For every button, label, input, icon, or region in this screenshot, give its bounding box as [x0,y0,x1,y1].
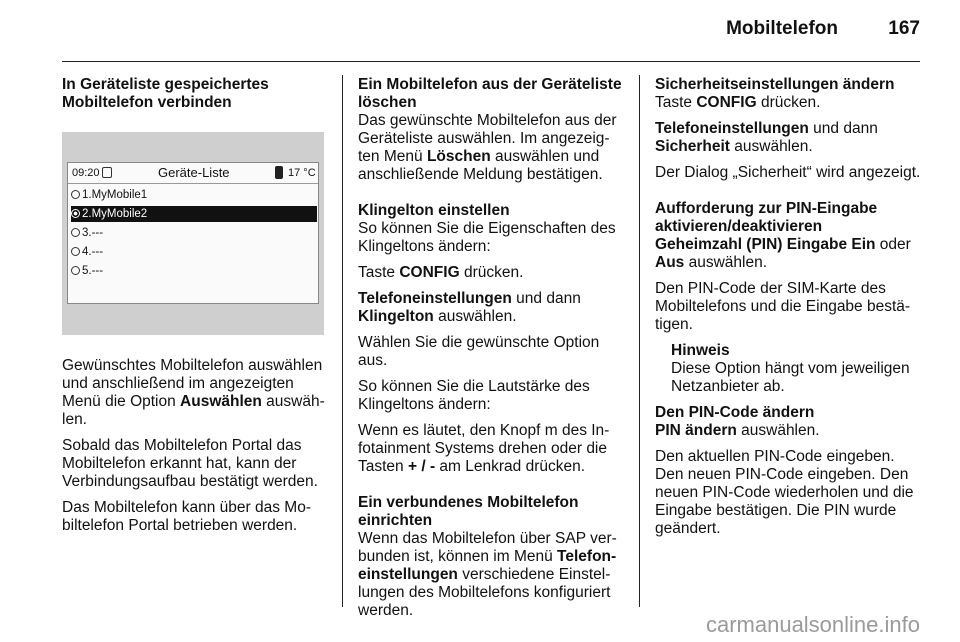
device-label: 3.--- [82,227,104,239]
column-1 [62,76,327,543]
paragraph [62,357,327,429]
screen-header [68,163,318,184]
device-list-item[interactable] [71,263,317,279]
paragraph: Das Mobiltelefon kann über das Mobiltelefon Portal betrieben werden. [62,499,312,534]
paragraph [358,264,624,282]
paragraph [655,236,922,272]
button-term: + / - [407,458,436,475]
text: Taste [358,264,400,281]
column-3 [655,76,922,546]
screen-time: 09:20 [72,167,100,179]
section-heading: Klingelton einstellen [358,202,510,219]
menu-term: Sicherheit [655,138,730,155]
page-number: 167 [888,18,920,39]
menu-term: Telefoneinstellungen [358,548,617,583]
device-label: 2.MyMobile2 [82,208,148,220]
text: oder [875,236,911,253]
hint-title: Hinweis [671,342,730,359]
menu-term: Geheimzahl (PIN) Eingabe Ein [655,236,876,253]
infotainment-screen [67,162,319,304]
header-rule [62,61,920,62]
device-list-item-selected[interactable] [71,206,317,222]
page-header [0,0,960,62]
paragraph [655,422,922,440]
menu-term: Telefoneinstellungen [358,290,512,307]
column-2 [358,76,624,628]
text: Wenn das Mobiltelefon über SAP verbunden ist, können im Menü [358,530,617,565]
column-divider-1 [342,75,343,607]
text: Taste [655,94,697,111]
text: auswählen. [729,138,813,155]
paragraph: So können Sie die Eigenschaften des Klingeltons ändern: [358,220,616,255]
device-list-item[interactable] [71,187,317,203]
device-list-item[interactable] [71,244,317,260]
paragraph: Wählen Sie die gewünschte Option aus. [358,334,600,369]
paragraph [655,94,922,112]
knob-icon: m [544,422,558,439]
button-term: CONFIG [399,264,460,281]
menu-term: PIN ändern [655,422,737,439]
menu-term: Löschen [426,148,491,165]
paragraph [358,290,624,326]
text: und dann [808,120,878,137]
paragraph [655,120,922,156]
section-heading: Den PIN-Code ändern [655,404,815,421]
radio-selected-icon [71,209,80,218]
text: Gewünschtes Mobiltelefon auswählen und anschließend im angezeigten Menü die Option [62,357,323,410]
watermark: carmanualsonline.info [705,612,920,637]
paragraph: Den PIN-Code der SIM-Karte des Mobiltelefons und die Eingabe bestätigen. [655,280,911,333]
button-term: CONFIG [696,94,757,111]
paragraph [358,422,624,476]
section-heading: In Geräteliste gespeichertes Mobiltelefon verbinden [62,76,269,111]
paragraph [358,530,624,620]
radio-icon [71,190,80,199]
phone-icon [102,167,112,178]
column-divider-2 [639,75,640,607]
text: des Infotainment Systems drehen oder die Tasten [358,422,610,475]
section-heading: Aufforderung zur PIN-Eingabe aktivieren/deaktivieren [655,200,878,235]
text: Wenn es läutet, den Knopf [358,422,545,439]
hint-text: Diese Option hängt vom jeweiligen Netzanbieter ab. [671,360,910,395]
text: auswählen. [684,254,768,271]
text: am Lenkrad drücken. [435,458,586,475]
device-label: 4.--- [82,246,104,258]
text: auswählen. [433,308,517,325]
text: drücken. [756,94,821,111]
text: drücken. [459,264,524,281]
paragraph: So können Sie die Lautstärke des Klingeltons ändern: [358,378,590,413]
radio-icon [71,228,80,237]
hint-box [671,342,922,396]
menu-term: Aus [655,254,685,271]
menu-term: Klingelton [358,308,434,325]
text: auswählen und anschließende Meldung bestätigen. [358,148,603,183]
text: Das gewünschte Mobiltelefon aus der Geräteliste auswählen. Im angezeigten Menü [358,112,617,165]
device-list-item[interactable] [71,225,317,241]
text: auswählen. [62,393,325,428]
thermometer-icon [275,166,283,179]
device-label: 5.--- [82,265,104,277]
device-list-screenshot [62,132,324,335]
menu-term: Telefoneinstellungen [655,120,809,137]
paragraph [358,112,624,184]
screen-temperature: 17 °C [288,167,316,179]
page-title: Mobiltelefon [726,18,838,39]
paragraph: Den aktuellen PIN-Code eingeben. Den neuen PIN-Code eingeben. Den neuen PIN-Code wiederholen und die Eingabe bestätigen. Die PIN wurde geändert. [655,448,914,537]
radio-icon [71,247,80,256]
radio-icon [71,266,80,275]
paragraph: Der Dialog „Sicherheit“ wird angezeigt. [655,164,921,181]
section-heading: Ein verbundenes Mobiltelefon einrichten [358,494,579,529]
text: verschiedene Einstellungen des Mobiltelefons konfiguriert werden. [358,566,611,619]
section-heading: Sicherheitseinstellungen ändern [655,76,895,93]
text: und dann [511,290,581,307]
text: auswählen. [736,422,820,439]
section-heading: Ein Mobiltelefon aus der Geräteliste löschen [358,76,622,111]
screen-title: Geräte-Liste [158,165,230,180]
paragraph: Sobald das Mobiltelefon Portal das Mobiltelefon erkannt hat, kann der Verbindungsaufbau bestätigt werden. [62,437,318,490]
device-label: 1.MyMobile1 [82,189,148,201]
menu-term: Auswählen [180,393,262,410]
